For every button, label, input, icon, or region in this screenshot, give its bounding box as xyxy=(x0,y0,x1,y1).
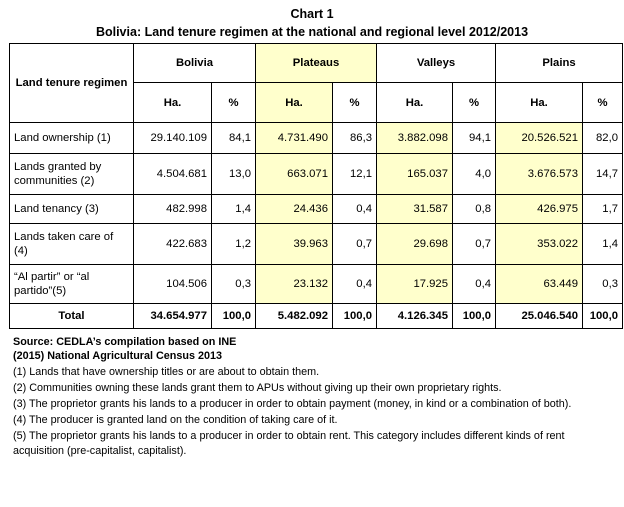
col-pct: % xyxy=(453,83,496,123)
cell: 0,3 xyxy=(212,265,256,304)
land-tenure-table xyxy=(9,43,623,329)
cell: 4.504.681 xyxy=(134,154,212,195)
col-ha: Ha. xyxy=(134,83,212,123)
region-header-bolivia: Bolivia xyxy=(134,44,256,83)
cell: 353.022 xyxy=(496,224,583,265)
row-label: “Al partir” or “al partido”(5) xyxy=(10,265,134,304)
cell: 1,4 xyxy=(212,195,256,224)
total-cell: 4.126.345 xyxy=(377,304,453,329)
col-pct: % xyxy=(333,83,377,123)
cell: 165.037 xyxy=(377,154,453,195)
cell: 24.436 xyxy=(256,195,333,224)
cell: 82,0 xyxy=(583,123,623,154)
cell: 4,0 xyxy=(453,154,496,195)
row-label: Land ownership (1) xyxy=(10,123,134,154)
footnote: (1) Lands that have ownership titles or are about to obtain them. xyxy=(13,366,320,378)
region-header-valleys: Valleys xyxy=(377,44,496,83)
source-line: (2015) National Agricultural Census 2013 xyxy=(13,349,223,362)
total-cell: 5.482.092 xyxy=(256,304,333,329)
footnote: (5) The proprietor grants his lands to a producer in order to obtain rent. This category includes different kinds of rent acquisition (pre-capitalist, capitalist). xyxy=(13,430,565,457)
cell: 29.140.109 xyxy=(134,123,212,154)
cell: 3.882.098 xyxy=(377,123,453,154)
cell: 0,7 xyxy=(453,224,496,265)
cell: 3.676.573 xyxy=(496,154,583,195)
cell: 104.506 xyxy=(134,265,212,304)
cell: 86,3 xyxy=(333,123,377,154)
row-label: Land tenancy (3) xyxy=(10,195,134,224)
row-label: Lands taken care of (4) xyxy=(10,224,134,265)
table-row xyxy=(10,195,623,224)
cell: 0,4 xyxy=(333,195,377,224)
table-row xyxy=(10,154,623,195)
total-row xyxy=(10,304,623,329)
source-line: Source: CEDLA’s compilation based on INE xyxy=(13,336,237,348)
total-cell: 100,0 xyxy=(453,304,496,329)
col-pct: % xyxy=(583,83,623,123)
source-note xyxy=(13,336,236,363)
cell: 20.526.521 xyxy=(496,123,583,154)
table-row xyxy=(10,265,623,304)
col-ha: Ha. xyxy=(256,83,333,123)
cell: 426.975 xyxy=(496,195,583,224)
total-cell: 34.654.977 xyxy=(134,304,212,329)
cell: 12,1 xyxy=(333,154,377,195)
cell: 422.683 xyxy=(134,224,212,265)
cell: 1,4 xyxy=(583,224,623,265)
cell: 39.963 xyxy=(256,224,333,265)
region-header-plains: Plains xyxy=(496,44,623,83)
cell: 84,1 xyxy=(212,123,256,154)
cell: 17.925 xyxy=(377,265,453,304)
row-label: Lands granted by communities (2) xyxy=(10,154,134,195)
cell: 14,7 xyxy=(583,154,623,195)
cell: 663.071 xyxy=(256,154,333,195)
cell: 23.132 xyxy=(256,265,333,304)
row-header: Land tenure regimen xyxy=(10,44,134,123)
cell: 482.998 xyxy=(134,195,212,224)
cell: 13,0 xyxy=(212,154,256,195)
cell: 0,4 xyxy=(453,265,496,304)
total-cell: 100,0 xyxy=(583,304,623,329)
cell: 0,7 xyxy=(333,224,377,265)
cell: 94,1 xyxy=(453,123,496,154)
cell: 0,3 xyxy=(583,265,623,304)
total-label: Total xyxy=(10,304,134,329)
cell: 31.587 xyxy=(377,195,453,224)
chart-number: Chart 1 xyxy=(290,7,334,21)
col-ha: Ha. xyxy=(496,83,583,123)
cell: 1,2 xyxy=(212,224,256,265)
table-row xyxy=(10,224,623,265)
region-header-plateaus: Plateaus xyxy=(256,44,377,83)
footnote: (4) The producer is granted land on the condition of taking care of it. xyxy=(13,414,338,426)
col-ha: Ha. xyxy=(377,83,453,123)
chart-title: Bolivia: Land tenure regimen at the national and regional level 2012/2013 xyxy=(95,25,529,39)
footnote: (3) The proprietor grants his lands to a producer in order to obtain payment (money, in kind or a combination of both). xyxy=(13,398,572,410)
cell: 0,8 xyxy=(453,195,496,224)
table-row xyxy=(10,123,623,154)
total-cell: 100,0 xyxy=(333,304,377,329)
total-cell: 100,0 xyxy=(212,304,256,329)
col-pct: % xyxy=(212,83,256,123)
total-cell: 25.046.540 xyxy=(496,304,583,329)
cell: 63.449 xyxy=(496,265,583,304)
cell: 0,4 xyxy=(333,265,377,304)
footnote: (2) Communities owning these lands grant them to APUs without giving up their own proprietary rights. xyxy=(13,382,502,394)
cell: 1,7 xyxy=(583,195,623,224)
cell: 4.731.490 xyxy=(256,123,333,154)
cell: 29.698 xyxy=(377,224,453,265)
footnotes xyxy=(13,365,613,460)
